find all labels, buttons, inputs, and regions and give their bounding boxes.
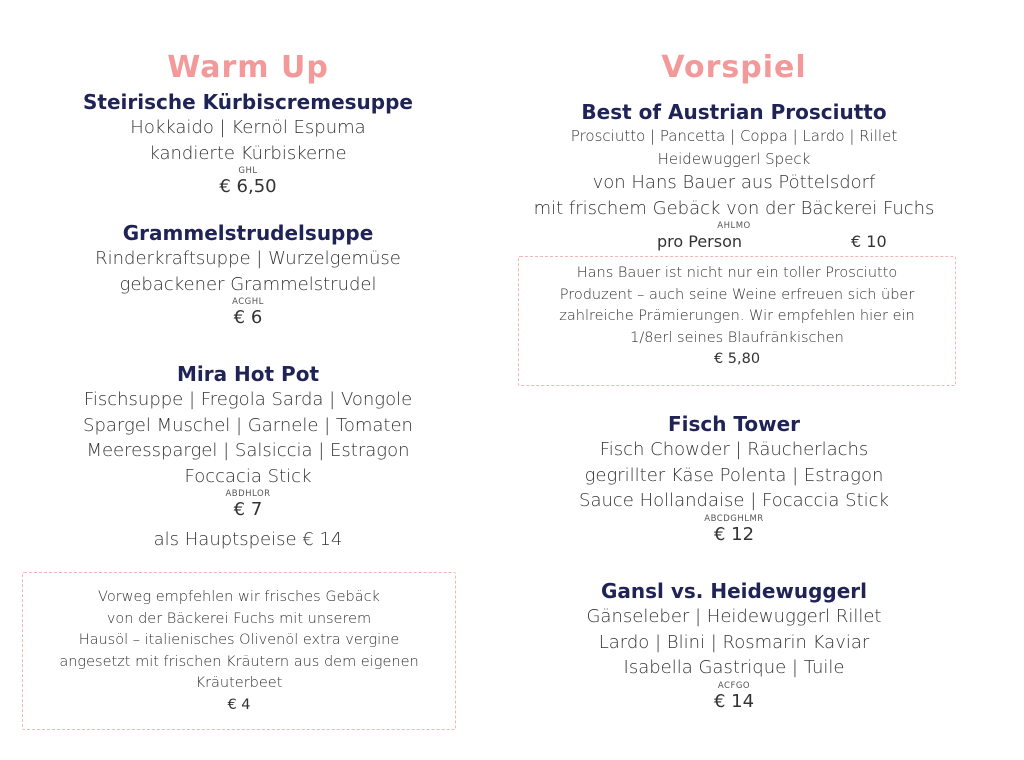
dish-description-line: Rinderkraftsuppe | Wurzelgemüse [95, 248, 401, 269]
box-text-line: Kräuterbeet [195, 675, 283, 691]
dish-fisch-tower [510, 411, 958, 546]
dish-description-line: Isabella Gastrique | Tuile [623, 657, 845, 678]
dish-price: € 6 [233, 307, 263, 328]
dish-name: Steirische Kürbiscremesuppe [83, 90, 413, 114]
box-text-line: zahlreiche Prämierungen. Wir empfehlen hier ein [559, 308, 915, 324]
dish-name: Mira Hot Pot [176, 362, 320, 386]
dish-description-line: gegrillter Käse Polenta | Estragon [584, 464, 884, 486]
box-text-line: 1/8erl seines Blaufränkischen [630, 329, 844, 346]
dish-description-line: mit frischem Gebäck von der Bäckerei Fuchs [533, 197, 935, 219]
dish-best-of-austrian-prosciutto [510, 99, 958, 255]
dish-description-line: Lardo | Blini | Rosmarin Kaviar [598, 631, 870, 653]
box-text-line: Produzent – auch seine Weine erfreuen sich über [559, 286, 915, 303]
dish-description-line: Spargel Muschel | Garnele | Tomaten [83, 414, 413, 436]
dish-gansl-vs-heidewuggerl [510, 578, 958, 713]
per-person-row [510, 231, 958, 255]
vorspiel-column [510, 0, 958, 740]
box-text-line: angesetzt mit frischen Kräutern aus dem eigenen [59, 653, 419, 670]
dish-description-line: Prosciutto | Pancetta | Coppa | Lardo | Rillet [570, 127, 898, 145]
dish-description-line: Fisch Chowder | Räucherlachs [599, 439, 869, 460]
dish-description-line: gebackener Grammelstrudel [119, 273, 377, 295]
dish-description-line: Hokkaido | Kernöl Espuma [130, 117, 366, 138]
dish-description-line: Foccacia Stick [184, 465, 312, 487]
dish-description-line: Sauce Hollandaise | Focaccia Stick [579, 490, 889, 511]
bread-recommendation-box [22, 572, 456, 730]
dish-price: € 7 [233, 499, 263, 520]
dish-name: Best of Austrian Prosciutto [581, 100, 887, 124]
warm-up-column [20, 0, 476, 740]
allergen-codes: ACFGO [717, 680, 751, 691]
section-title-warm-up: Warm Up [167, 50, 329, 85]
dish-price: € 6,50 [219, 176, 277, 197]
dish-kuerbiscremesuppe [20, 89, 476, 198]
section-title-vorspiel: Vorspiel [661, 50, 807, 85]
box-text-line: von der Bäckerei Fuchs mit unserem [106, 610, 372, 627]
allergen-codes: ABCDGHLMR [704, 513, 764, 524]
dish-description-line: Meeresspargel | Salsiccia | Estragon [86, 440, 410, 461]
dish-name: Fisch Tower [667, 412, 801, 436]
dish-description-line: von Hans Bauer aus Pöttelsdorf [592, 172, 876, 193]
box-text-line: Hausöl – italienisches Olivenöl extra vergine [78, 632, 400, 648]
dish-description-line: kandierte Kürbiskerne [149, 142, 347, 164]
allergen-codes: GHL [238, 166, 258, 176]
dish-price: € 10 [851, 232, 887, 251]
main-course-price: als Hauptspeise € 14 [153, 529, 343, 550]
wine-recommendation-box [518, 256, 956, 386]
allergen-codes: ABDHLOR [225, 489, 271, 499]
dish-mira-hot-pot [20, 361, 476, 553]
dish-grammelstrudelsuppe [20, 220, 476, 329]
dish-name: Grammelstrudelsuppe [122, 221, 374, 245]
box-price: € 5,80 [713, 351, 761, 367]
per-person-label: pro Person [657, 232, 743, 251]
box-price: € 4 [227, 696, 251, 713]
box-text-line: Hans Bauer ist nicht nur ein toller Prosciutto [576, 265, 898, 281]
dish-description-line: Gänseleber | Heidewuggerl Rillet [586, 606, 882, 627]
box-text-line: Vorweg empfehlen wir frisches Gebäck [98, 589, 380, 605]
dish-price: € 14 [713, 690, 755, 712]
dish-description-line: Fischsuppe | Fregola Sarda | Vongole [83, 389, 413, 410]
dish-price: € 12 [713, 523, 755, 545]
allergen-codes: ACGHL [232, 297, 264, 307]
dish-description-line: Heidewuggerl Speck [657, 149, 811, 168]
allergen-codes: AHLMO [717, 221, 751, 231]
dish-name: Gansl vs. Heidewuggerl [600, 579, 868, 603]
